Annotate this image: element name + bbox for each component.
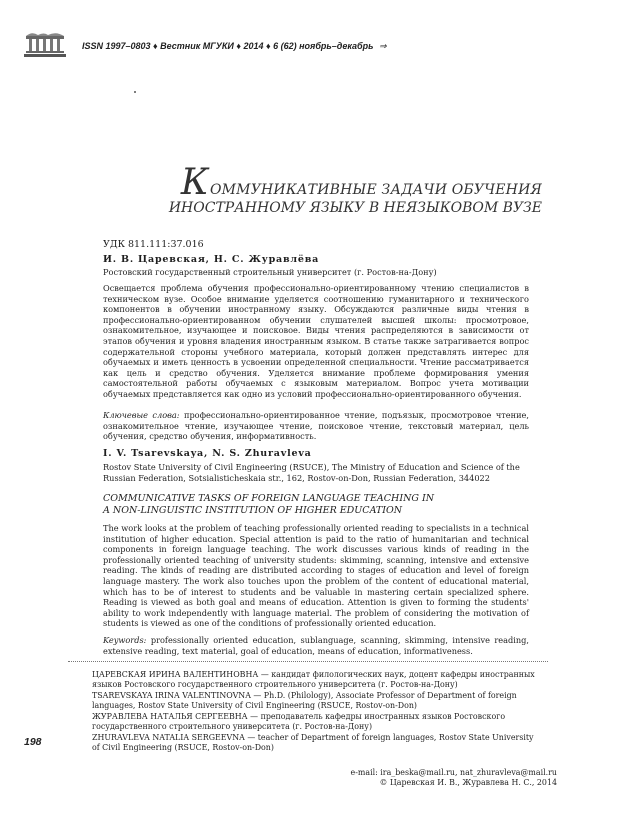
stray-dot: [134, 91, 136, 93]
footnote: ZHURAVLEVA NATALIA SERGEEVNA — teacher of Department of foreign languages, Rostov State University of Civil Engineering (RSUCE, Rostov-on-Don): [92, 732, 534, 752]
copyright-line: © Царевская И. В., Журавлева Н. С., 2014: [379, 778, 557, 788]
title-initial: К: [180, 162, 209, 203]
title-line-1: [150, 162, 542, 203]
footnote: TSAREVSKAYA IRINA VALENTINOVNA — Ph.D. (Philology), Associate Professor of Department of foreign languages, Rostov State University of Civil Engineering (RSUCE, Rostov-on-Don): [92, 690, 517, 711]
affiliation-en: Rostov State University of Civil Engineering (RSUCE), The Ministry of Education and Science of the Russian Federation, Sotsialisticheskaia str., 162, Rostov-on-Don, Russian Federation, 344022: [103, 462, 520, 483]
keywords-ru: [103, 410, 529, 442]
footnote-divider: [68, 661, 548, 662]
keywords-ru-text: профессионально-ориентированное чтение, подъязык, просмотровое чтение, ознакомительное чтение, изучающее чтение, поисковое чтение, текстовый материал, цель обучения, средство обучения, информативность.: [103, 410, 529, 442]
contacts: [351, 768, 557, 789]
udk-code: УДК 811.111:37.016: [103, 239, 204, 250]
title-en: [103, 493, 529, 517]
classical-building-icon: [22, 32, 68, 58]
keywords-ru-label: Ключевые слова:: [103, 410, 180, 420]
authors-ru: И. В. Царевская, Н. С. Журавлёва: [103, 254, 320, 265]
authors-en: I. V. Tsarevskaya, N. S. Zhuravleva: [103, 448, 312, 459]
next-arrow-icon: ⇒: [378, 41, 387, 51]
footnote: ЖУРАВЛЕВА НАТАЛЬЯ СЕРГЕЕВНА — преподаватель кафедры иностранных языков Ростовского государственного строительного университета (г. Ростов-на-Дону): [92, 711, 506, 732]
author-footnotes: [92, 670, 537, 754]
footnote: ЦАРЕВСКАЯ ИРИНА ВАЛЕНТИНОВНА — кандидат филологических наук, доцент кафедры иностранных языков Ростовского государственного строительного университета (г. Ростов-на-Дону): [92, 670, 535, 690]
keywords-en-text: professionally oriented education, sublanguage, scanning, skimming, intensive reading, extensive reading, text material, goal of education, means of education, informativeness.: [103, 635, 529, 656]
email-line: e-mail: ira_beska@mail.ru, nat_zhuravleva@mail.ru: [350, 768, 557, 777]
article-title: [150, 162, 542, 216]
title-en-line-1: COMMUNICATIVE TASKS OF FOREIGN LANGUAGE TEACHING IN: [103, 493, 435, 504]
page-number: 198: [24, 736, 42, 748]
journal-line: ISSN 1997–0803 ♦ Вестник МГУКИ ♦ 2014 ♦ 6 (62) ноябрь–декабрь: [82, 41, 374, 51]
title-line-1-text: ОММУНИКАТИВНЫЕ ЗАДАЧИ ОБУЧЕНИЯ: [209, 182, 542, 198]
abstract-ru: Освещается проблема обучения профессионально-ориентированному чтению специалистов в техническом вузе. Особое внимание уделяется соотношению гуманитарного и технического компонентов в обучении иностранному языку. Обсуждаются различные виды чтения в профессионально-ориентированном обучении слушателей высшей школы: просмотровое, ознакомительное, изучающее и поисковое. Виды чтения распределяются в зависимости от этапов обучения и уровня владения иностранным языком. В статье также затрагивается вопрос содержательной стороны учебного материала, который должен представлять интерес для обучаемых и иметь ценность в усвоении определенной специальности. Чтение рассматривается как цель и средство обучения. Уделяется внимание проблеме формирования умения самостоятельной работы обучаемых с языковым материалом. Вопрос учета мотивации обучаемых представляется как одно из условий профессионально-ориентированного обучения.: [103, 283, 529, 399]
title-en-line-2: A NON-LINGUISTIC INSTITUTION OF HIGHER EDUCATION: [103, 505, 403, 516]
journal-info: [82, 41, 386, 52]
keywords-en: [103, 635, 529, 656]
abstract-en: The work looks at the problem of teaching professionally oriented reading to specialists in a technical institution of higher education. Special attention is paid to the ratio of humanitarian and technical components in foreign language teaching. The work discusses various kinds of reading in the professionally oriented teaching of university students: skimming, scanning, intensive and extensive reading. The kinds of reading are distributed according to stages of education and level of foreign language mastery. The work also touches upon the problem of the content of educational material, which has to be of interest to students and be valuable in mastering certain specialized sphere. Reading is viewed as both goal and means of education. Attention is given to forming the students' ability to work independently with language material. The problem of considering the motivation of students is viewed as one of the conditions of professionally oriented education.: [103, 523, 529, 629]
keywords-en-label: Keywords:: [103, 635, 147, 645]
title-line-2: ИНОСТРАННОМУ ЯЗЫКУ В НЕЯЗЫКОВОМ ВУЗЕ: [168, 200, 542, 216]
affiliation-ru: Ростовский государственный строительный университет (г. Ростов-на-Дону): [103, 267, 437, 277]
page-header: [22, 32, 577, 58]
